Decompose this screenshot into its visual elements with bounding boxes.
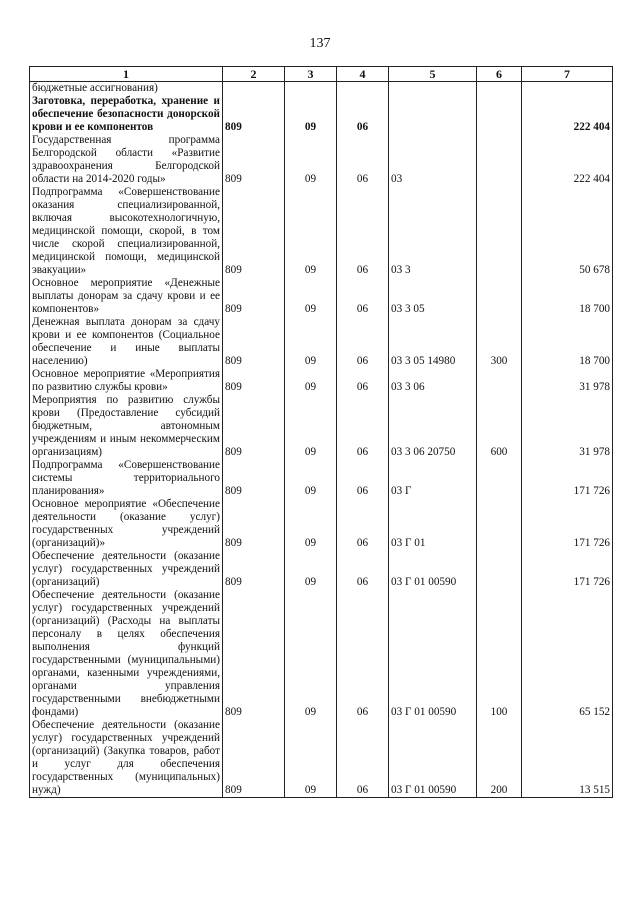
amount-cell: 18 700: [522, 316, 613, 368]
subsection-code-cell: 06: [337, 394, 389, 459]
subsection-code-cell: 06: [337, 550, 389, 589]
table-row: [30, 394, 613, 459]
amount-cell: 65 152: [522, 589, 613, 719]
table-row: [30, 368, 613, 394]
subsection-code-cell: 06: [337, 316, 389, 368]
target-article-cell: 03 Г 01: [389, 498, 477, 550]
table-row: [30, 498, 613, 550]
expense-type-cell: [477, 95, 522, 134]
chapter-code-cell: 09: [285, 277, 337, 316]
amount-cell: 18 700: [522, 277, 613, 316]
column-header: 3: [285, 67, 337, 82]
subsection-code-cell: 06: [337, 459, 389, 498]
budget-table: [29, 66, 613, 798]
subsection-code-cell: 06: [337, 186, 389, 277]
section-code-cell: 809: [223, 459, 285, 498]
column-header: 1: [30, 67, 223, 82]
expense-type-cell: 200: [477, 719, 522, 798]
section-code-cell: 809: [223, 368, 285, 394]
row-name-cell: Подпрограмма «Совершенствование оказания специализированной, включая высокотехнологичную, медицинской помощи, скорой, в том числе скорой специализированной, медицинской помощи, медицинской эвакуации»: [30, 186, 223, 277]
table-row: [30, 95, 613, 134]
row-name-cell: Основное мероприятие «Обеспечение деятельности (оказание услуг) государственных учреждений (организаций)»: [30, 498, 223, 550]
expense-type-cell: [477, 82, 522, 96]
amount-cell: 13 515: [522, 719, 613, 798]
table-row: [30, 277, 613, 316]
row-name-cell: Основное мероприятие «Денежные выплаты донорам за сдачу крови и ее компонентов»: [30, 277, 223, 316]
amount-cell: 31 978: [522, 394, 613, 459]
row-name-cell: Государственная программа Белгородской области «Развитие здравоохранения Белгородской области на 2014-2020 годы»: [30, 134, 223, 186]
column-header: 7: [522, 67, 613, 82]
expense-type-cell: [477, 498, 522, 550]
subsection-code-cell: 06: [337, 589, 389, 719]
table-body: [30, 82, 613, 798]
chapter-code-cell: 09: [285, 394, 337, 459]
amount-cell: 171 726: [522, 550, 613, 589]
amount-cell: [522, 82, 613, 96]
subsection-code-cell: [337, 82, 389, 96]
table-row: [30, 719, 613, 798]
expense-type-cell: [477, 368, 522, 394]
section-code-cell: 809: [223, 589, 285, 719]
target-article-cell: [389, 95, 477, 134]
section-code-cell: 809: [223, 277, 285, 316]
row-name-cell: Обеспечение деятельности (оказание услуг) государственных учреждений (организаций): [30, 550, 223, 589]
table-row: [30, 550, 613, 589]
chapter-code-cell: 09: [285, 95, 337, 134]
expense-type-cell: 100: [477, 589, 522, 719]
expense-type-cell: [477, 277, 522, 316]
chapter-code-cell: 09: [285, 498, 337, 550]
section-code-cell: 809: [223, 316, 285, 368]
target-article-cell: 03: [389, 134, 477, 186]
row-name-cell: Денежная выплата донорам за сдачу крови и ее компонентов (Социальное обеспечение и иные выплаты населению): [30, 316, 223, 368]
expense-type-cell: [477, 550, 522, 589]
column-header: 2: [223, 67, 285, 82]
chapter-code-cell: 09: [285, 186, 337, 277]
row-name-cell: бюджетные ассигнования): [30, 82, 223, 96]
target-article-cell: 03 3 05 14980: [389, 316, 477, 368]
subsection-code-cell: 06: [337, 134, 389, 186]
expense-type-cell: 300: [477, 316, 522, 368]
column-header: 6: [477, 67, 522, 82]
amount-cell: 171 726: [522, 459, 613, 498]
chapter-code-cell: 09: [285, 719, 337, 798]
amount-cell: 50 678: [522, 186, 613, 277]
amount-cell: 171 726: [522, 498, 613, 550]
page-number: 137: [309, 36, 331, 51]
table-row: [30, 186, 613, 277]
amount-cell: 222 404: [522, 134, 613, 186]
table-row: [30, 134, 613, 186]
target-article-cell: 03 3 05: [389, 277, 477, 316]
amount-cell: 222 404: [522, 95, 613, 134]
target-article-cell: 03 3: [389, 186, 477, 277]
target-article-cell: 03 Г 01 00590: [389, 589, 477, 719]
row-name-cell: Заготовка, переработка, хранение и обеспечение безопасности донорской крови и ее компонентов: [30, 95, 223, 134]
section-code-cell: 809: [223, 134, 285, 186]
table-row: [30, 82, 613, 96]
expense-type-cell: [477, 186, 522, 277]
chapter-code-cell: 09: [285, 550, 337, 589]
chapter-code-cell: 09: [285, 589, 337, 719]
table-row: [30, 589, 613, 719]
expense-type-cell: 600: [477, 394, 522, 459]
target-article-cell: 03 Г: [389, 459, 477, 498]
section-code-cell: 809: [223, 719, 285, 798]
target-article-cell: [389, 82, 477, 96]
row-name-cell: Обеспечение деятельности (оказание услуг) государственных учреждений (организаций) (Расходы на выплаты персоналу в целях обеспечения выполнения функций государственными (муниципальными) органами, казенными учреждениями, органами управления государственными внебюджетными фондами): [30, 589, 223, 719]
row-name-cell: Мероприятия по развитию службы крови (Предоставление субсидий бюджетным, автономным учреждениям и иным некоммерческим организациям): [30, 394, 223, 459]
target-article-cell: 03 3 06: [389, 368, 477, 394]
table-header-row: [30, 67, 613, 82]
section-code-cell: 809: [223, 95, 285, 134]
expense-type-cell: [477, 459, 522, 498]
target-article-cell: 03 3 06 20750: [389, 394, 477, 459]
section-code-cell: 809: [223, 498, 285, 550]
row-name-cell: Обеспечение деятельности (оказание услуг) государственных учреждений (организаций) (Закупка товаров, работ и услуг для обеспечения государственных (муниципальных) нужд): [30, 719, 223, 798]
target-article-cell: 03 Г 01 00590: [389, 719, 477, 798]
subsection-code-cell: 06: [337, 719, 389, 798]
chapter-code-cell: 09: [285, 316, 337, 368]
column-header: 5: [389, 67, 477, 82]
subsection-code-cell: 06: [337, 368, 389, 394]
table-row: [30, 316, 613, 368]
subsection-code-cell: 06: [337, 95, 389, 134]
section-code-cell: 809: [223, 550, 285, 589]
chapter-code-cell: 09: [285, 368, 337, 394]
column-header: 4: [337, 67, 389, 82]
section-code-cell: 809: [223, 394, 285, 459]
subsection-code-cell: 06: [337, 277, 389, 316]
row-name-cell: Подпрограмма «Совершенствование системы территориального планирования»: [30, 459, 223, 498]
section-code-cell: 809: [223, 186, 285, 277]
row-name-cell: Основное мероприятие «Мероприятия по развитию службы крови»: [30, 368, 223, 394]
chapter-code-cell: 09: [285, 134, 337, 186]
section-code-cell: [223, 82, 285, 96]
amount-cell: 31 978: [522, 368, 613, 394]
subsection-code-cell: 06: [337, 498, 389, 550]
target-article-cell: 03 Г 01 00590: [389, 550, 477, 589]
chapter-code-cell: [285, 82, 337, 96]
table-row: [30, 459, 613, 498]
expense-type-cell: [477, 134, 522, 186]
chapter-code-cell: 09: [285, 459, 337, 498]
